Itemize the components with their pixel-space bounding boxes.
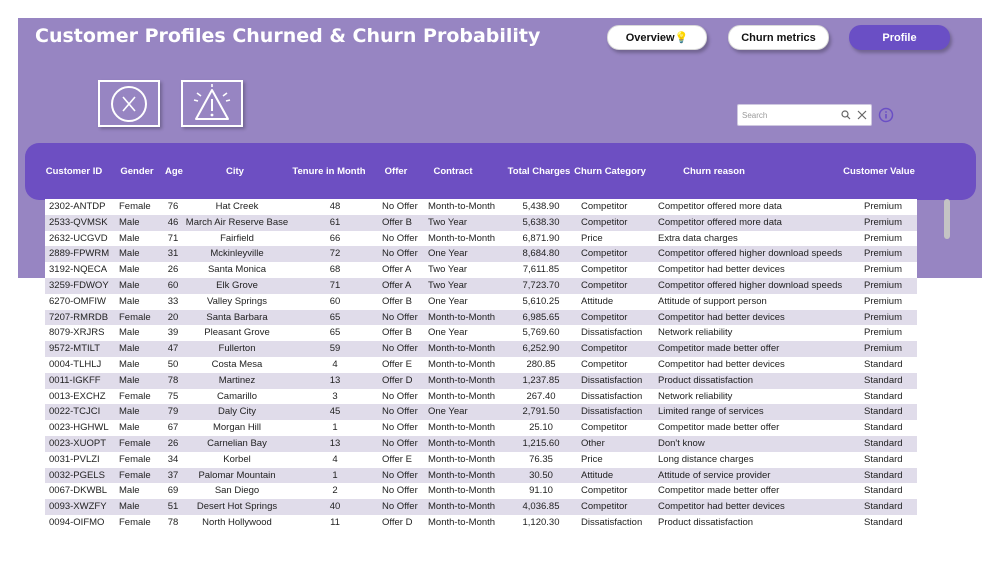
cell-tenure: 1 <box>332 469 338 481</box>
cell-customer-id: 0067-DKWBL <box>49 485 108 497</box>
cell-total-charges: 5,638.30 <box>522 216 560 228</box>
cell-customer-value: Premium <box>864 232 903 244</box>
cell-offer: No Offer <box>382 248 418 260</box>
cell-offer: Offer B <box>382 216 412 228</box>
cell-city: Korbel <box>223 453 251 465</box>
cell-churn-reason: Network reliability <box>658 390 733 402</box>
table-row[interactable] <box>45 278 917 294</box>
cell-customer-value: Standard <box>864 406 903 418</box>
column-header-contract[interactable]: Contract <box>433 166 473 177</box>
cell-age: 69 <box>167 485 179 497</box>
cell-tenure: 61 <box>329 216 341 228</box>
cell-contract: Month-to-Month <box>428 201 496 212</box>
table-scrollbar[interactable] <box>944 199 950 239</box>
cell-total-charges: 7,611.85 <box>522 264 560 276</box>
cell-contract: One Year <box>428 295 468 307</box>
cell-customer-id: 0093-XWZFY <box>49 501 107 513</box>
cell-contract: Two Year <box>428 279 468 291</box>
cell-customer-id: 2889-FPWRM <box>49 248 110 260</box>
cell-gender: Female <box>119 469 151 481</box>
cell-churn-category: Competitor <box>581 264 628 276</box>
table-row[interactable] <box>45 515 917 531</box>
cell-total-charges: 280.85 <box>526 358 556 370</box>
cell-customer-value: Premium <box>864 295 903 307</box>
cell-age: 75 <box>167 390 179 402</box>
cell-customer-id: 2533-QVMSK <box>49 216 108 228</box>
table-row[interactable] <box>45 341 917 357</box>
cell-age: 26 <box>167 264 179 276</box>
cell-age: 33 <box>167 295 179 307</box>
cell-tenure: 13 <box>329 374 341 386</box>
cell-customer-value: Standard <box>864 374 903 386</box>
cell-tenure: 4 <box>332 453 338 465</box>
table-row[interactable] <box>45 483 917 499</box>
cell-churn-category: Competitor <box>581 248 628 260</box>
cell-customer-id: 0013-EXCHZ <box>49 390 106 402</box>
cell-customer-value: Standard <box>864 390 903 402</box>
cell-offer: Offer A <box>382 279 412 291</box>
cell-tenure: 66 <box>329 232 341 244</box>
cell-customer-value: Standard <box>864 358 903 370</box>
search-input[interactable] <box>742 106 837 124</box>
table-row[interactable] <box>45 246 917 262</box>
table-header <box>25 143 976 200</box>
cell-contract: Month-to-Month <box>428 485 496 497</box>
cell-age: 60 <box>167 279 179 291</box>
cell-contract: Month-to-Month <box>428 469 496 481</box>
table-row[interactable] <box>45 294 917 310</box>
cell-age: 20 <box>167 311 179 323</box>
cell-total-charges: 6,252.90 <box>522 343 560 355</box>
cell-contract: One Year <box>428 406 468 418</box>
table-row[interactable] <box>45 325 917 341</box>
cell-customer-value: Standard <box>864 422 903 434</box>
cell-city: Pleasant Grove <box>204 327 270 339</box>
cell-customer-id: 7207-RMRDB <box>49 311 109 323</box>
search-icon[interactable] <box>839 108 853 122</box>
page-title: Customer Profiles Churned & Churn Probability <box>35 25 541 47</box>
cell-total-charges: 1,120.30 <box>522 516 560 528</box>
search-box <box>737 104 872 126</box>
cell-churn-reason: Competitor had better devices <box>658 501 785 513</box>
cell-city: Martinez <box>218 374 256 386</box>
cell-city: Elk Grove <box>216 279 258 291</box>
cell-churn-category: Competitor <box>581 422 628 434</box>
cell-gender: Male <box>119 232 140 244</box>
cell-tenure: 60 <box>329 295 341 307</box>
cell-city: Mckinleyville <box>210 248 264 260</box>
cell-offer: Offer B <box>382 295 412 307</box>
cell-churn-category: Competitor <box>581 201 628 212</box>
cell-offer: Offer E <box>382 453 412 465</box>
cell-offer: No Offer <box>382 469 418 481</box>
table-row[interactable] <box>45 215 917 231</box>
cell-churn-reason: Network reliability <box>658 327 733 339</box>
cell-total-charges: 8,684.80 <box>522 248 560 260</box>
cell-churn-reason: Competitor made better offer <box>658 485 780 497</box>
x-circle-icon <box>109 84 149 124</box>
cell-churn-category: Competitor <box>581 501 628 513</box>
cell-churn-reason: Product dissatisfaction <box>658 374 754 386</box>
cell-total-charges: 2,791.50 <box>522 406 560 418</box>
cell-age: 51 <box>167 501 179 513</box>
cell-contract: Month-to-Month <box>428 358 496 370</box>
column-header-customer-value[interactable]: Customer Value <box>843 166 915 177</box>
customer-table <box>45 199 917 531</box>
column-header-customer-id[interactable]: Customer ID <box>45 166 103 177</box>
cell-churn-reason: Limited range of services <box>658 406 764 418</box>
warning-icon <box>187 83 237 125</box>
cell-gender: Female <box>119 201 151 212</box>
cell-churn-category: Attitude <box>581 469 614 481</box>
cell-city: March Air Reserve Base <box>185 216 289 228</box>
table-row[interactable] <box>45 310 917 326</box>
cell-age: 47 <box>167 343 179 355</box>
cell-gender: Male <box>119 295 140 307</box>
cell-city: Camarillo <box>216 390 258 402</box>
cell-churn-category: Other <box>581 437 605 449</box>
cell-churn-reason: Competitor offered more data <box>658 216 782 228</box>
table-row[interactable] <box>45 468 917 484</box>
cell-churn-category: Competitor <box>581 279 628 291</box>
cell-tenure: 65 <box>329 311 341 323</box>
cell-churn-reason: Competitor offered higher download speeds <box>658 279 843 291</box>
cell-city: Valley Springs <box>206 295 268 307</box>
cell-customer-id: 0011-IGKFF <box>49 374 101 386</box>
cell-gender: Male <box>119 343 140 355</box>
cell-churn-reason: Competitor offered more data <box>658 201 782 212</box>
table-row[interactable] <box>45 231 917 247</box>
cell-total-charges: 1,215.60 <box>522 437 560 449</box>
cell-contract: Month-to-Month <box>428 390 496 402</box>
cell-churn-category: Dissatisfaction <box>581 374 643 386</box>
table-row[interactable] <box>45 499 917 515</box>
column-header-total-charges[interactable]: Total Charges <box>507 166 571 177</box>
cell-offer: Offer D <box>382 516 413 528</box>
table-row[interactable] <box>45 420 917 436</box>
cell-age: 31 <box>167 248 179 260</box>
cell-city: Santa Monica <box>207 264 267 276</box>
cell-total-charges: 1,237.85 <box>522 374 560 386</box>
cell-age: 46 <box>167 216 179 228</box>
cell-churn-reason: Product dissatisfaction <box>658 516 754 528</box>
cell-city: Santa Barbara <box>206 311 268 323</box>
cell-contract: One Year <box>428 327 468 339</box>
cell-customer-id: 0023-XUOPT <box>49 437 107 449</box>
column-header-churn-reason[interactable]: Churn reason <box>683 166 745 177</box>
cell-contract: Month-to-Month <box>428 311 496 323</box>
cell-total-charges: 25.10 <box>529 422 553 434</box>
cell-customer-id: 0094-OIFMO <box>49 516 105 528</box>
cell-total-charges: 7,723.70 <box>522 279 560 291</box>
cell-contract: Month-to-Month <box>428 374 496 386</box>
cell-customer-value: Premium <box>864 311 903 323</box>
cell-total-charges: 5,769.60 <box>522 327 560 339</box>
column-header-gender[interactable]: Gender <box>120 166 154 177</box>
cell-churn-category: Price <box>581 453 603 465</box>
cell-churn-category: Competitor <box>581 311 628 323</box>
cell-churn-reason: Competitor had better devices <box>658 311 785 323</box>
cell-age: 78 <box>167 374 179 386</box>
cell-offer: Offer E <box>382 358 412 370</box>
cell-gender: Male <box>119 279 140 291</box>
cell-contract: Two Year <box>428 216 468 228</box>
cell-churn-category: Competitor <box>581 216 628 228</box>
cell-gender: Male <box>119 248 140 260</box>
cell-churn-category: Attitude <box>581 295 614 307</box>
cell-city: North Hollywood <box>202 516 272 528</box>
churn-metrics-button[interactable]: Churn metrics <box>728 25 829 50</box>
cell-churn-reason: Competitor had better devices <box>658 358 785 370</box>
table-row[interactable] <box>45 357 917 373</box>
cell-customer-id: 8079-XRJRS <box>49 327 105 339</box>
table-row[interactable] <box>45 452 917 468</box>
profile-button[interactable]: Profile <box>849 25 950 50</box>
cell-churn-category: Competitor <box>581 358 628 370</box>
cell-customer-value: Premium <box>864 264 903 276</box>
churned-filter-button[interactable] <box>98 80 160 127</box>
cell-offer: No Offer <box>382 422 418 434</box>
cell-customer-value: Premium <box>864 216 903 228</box>
cell-churn-reason: Long distance charges <box>658 453 754 465</box>
cell-customer-id: 3192-NQECA <box>49 264 108 276</box>
cell-customer-value: Standard <box>864 437 903 449</box>
cell-total-charges: 6,985.65 <box>522 311 560 323</box>
table-row[interactable] <box>45 199 917 215</box>
cell-age: 71 <box>167 232 179 244</box>
cell-gender: Female <box>119 437 151 449</box>
cell-contract: Month-to-Month <box>428 232 496 244</box>
cell-tenure: 40 <box>329 501 341 513</box>
cell-gender: Female <box>119 516 151 528</box>
cell-offer: No Offer <box>382 501 418 513</box>
cell-customer-id: 0004-TLHLJ <box>49 358 102 370</box>
cell-gender: Male <box>119 501 140 513</box>
cell-tenure: 45 <box>329 406 341 418</box>
cell-offer: No Offer <box>382 437 418 449</box>
cell-total-charges: 267.40 <box>526 390 556 402</box>
cell-churn-reason: Don't know <box>658 437 705 449</box>
cell-contract: Month-to-Month <box>428 343 496 355</box>
cell-gender: Female <box>119 453 151 465</box>
cell-churn-category: Price <box>581 232 603 244</box>
cell-churn-reason: Competitor made better offer <box>658 422 780 434</box>
cell-customer-value: Premium <box>864 248 903 260</box>
cell-age: 67 <box>167 422 179 434</box>
cell-city: Palomar Mountain <box>198 469 276 481</box>
cell-total-charges: 30.50 <box>529 469 553 481</box>
table-row[interactable] <box>45 404 917 420</box>
cell-city: Hat Creek <box>215 201 259 212</box>
cell-gender: Male <box>119 485 140 497</box>
cell-churn-category: Dissatisfaction <box>581 406 643 418</box>
close-icon[interactable] <box>855 108 869 122</box>
cell-city: Desert Hot Springs <box>196 501 278 513</box>
cell-age: 26 <box>167 437 179 449</box>
cell-tenure: 65 <box>329 327 341 339</box>
cell-customer-value: Premium <box>864 327 903 339</box>
cell-customer-id: 6270-OMFIW <box>49 295 107 307</box>
cell-churn-category: Dissatisfaction <box>581 390 643 402</box>
table-row[interactable] <box>45 389 917 405</box>
cell-churn-reason: Competitor made better offer <box>658 343 780 355</box>
cell-total-charges: 5,438.90 <box>522 201 560 212</box>
cell-customer-value: Premium <box>864 343 903 355</box>
cell-offer: Offer A <box>382 264 412 276</box>
churn-probability-button[interactable] <box>181 80 243 127</box>
cell-customer-id: 2632-UCGVD <box>49 232 108 244</box>
cell-offer: No Offer <box>382 201 418 212</box>
table-row[interactable] <box>45 436 917 452</box>
cell-age: 34 <box>167 453 179 465</box>
cell-churn-reason: Competitor had better devices <box>658 264 785 276</box>
cell-age: 39 <box>167 327 179 339</box>
cell-city: Fullerton <box>218 343 256 355</box>
cell-customer-value: Standard <box>864 453 903 465</box>
cell-city: Carnelian Bay <box>207 437 267 449</box>
cell-customer-id: 0022-TCJCI <box>49 406 101 418</box>
cell-customer-value: Standard <box>864 485 903 497</box>
cell-contract: Two Year <box>428 264 468 276</box>
cell-customer-value: Premium <box>864 279 903 291</box>
cell-gender: Male <box>119 216 140 228</box>
cell-tenure: 71 <box>329 279 341 291</box>
cell-churn-category: Dissatisfaction <box>581 327 643 339</box>
cell-contract: Month-to-Month <box>428 437 496 449</box>
cell-offer: No Offer <box>382 343 418 355</box>
cell-age: 50 <box>167 358 179 370</box>
cell-contract: Month-to-Month <box>428 501 496 513</box>
cell-gender: Male <box>119 406 140 418</box>
cell-customer-value: Premium <box>864 201 903 212</box>
cell-total-charges: 76.35 <box>529 453 553 465</box>
cell-customer-id: 0032-PGELS <box>49 469 105 481</box>
cell-tenure: 72 <box>329 248 341 260</box>
cell-age: 37 <box>167 469 179 481</box>
cell-churn-reason: Attitude of support person <box>658 295 767 307</box>
cell-customer-id: 0031-PVLZI <box>49 453 100 465</box>
cell-gender: Female <box>119 311 151 323</box>
cell-customer-value: Standard <box>864 469 903 481</box>
cell-customer-value: Standard <box>864 516 903 528</box>
cell-customer-id: 3259-FDWOY <box>49 279 109 291</box>
cell-contract: Month-to-Month <box>428 516 496 528</box>
cell-offer: Offer B <box>382 327 412 339</box>
column-header-age[interactable]: Age <box>165 166 183 177</box>
cell-tenure: 2 <box>332 485 338 497</box>
cell-customer-id: 2302-ANTDP <box>49 201 106 212</box>
cell-gender: Male <box>119 374 140 386</box>
column-header-churn-category[interactable]: Churn Category <box>574 166 646 177</box>
column-header-city[interactable]: City <box>226 166 244 177</box>
cell-contract: Month-to-Month <box>428 453 496 465</box>
cell-churn-category: Competitor <box>581 343 628 355</box>
cell-customer-id: 0023-HGHWL <box>49 422 109 434</box>
cell-contract: One Year <box>428 248 468 260</box>
cell-churn-category: Dissatisfaction <box>581 516 643 528</box>
cell-gender: Male <box>119 422 140 434</box>
column-header-tenure[interactable]: Tenure in Month <box>292 166 366 177</box>
cell-offer: Offer D <box>382 374 413 386</box>
cell-city: Daly City <box>217 406 256 418</box>
cell-offer: No Offer <box>382 232 418 244</box>
cell-customer-value: Standard <box>864 501 903 513</box>
cell-tenure: 4 <box>332 358 338 370</box>
cell-gender: Male <box>119 358 140 370</box>
cell-city: Costa Mesa <box>211 358 263 370</box>
cell-total-charges: 4,036.85 <box>522 501 560 513</box>
cell-total-charges: 5,610.25 <box>522 295 560 307</box>
cell-city: San Diego <box>214 485 260 497</box>
cell-total-charges: 6,871.90 <box>522 232 560 244</box>
cell-churn-reason: Attitude of service provider <box>658 469 771 481</box>
cell-total-charges: 91.10 <box>529 485 553 497</box>
cell-age: 79 <box>167 406 179 418</box>
cell-tenure: 11 <box>330 516 340 528</box>
cell-gender: Female <box>119 390 151 402</box>
cell-tenure: 48 <box>329 201 341 212</box>
cell-city: Fairfield <box>220 232 254 244</box>
cell-tenure: 3 <box>332 390 338 402</box>
overview-button[interactable]: Overview💡 <box>607 25 707 50</box>
cell-tenure: 68 <box>329 264 341 276</box>
cell-tenure: 59 <box>329 343 341 355</box>
cell-city: Morgan Hill <box>212 422 262 434</box>
cell-offer: No Offer <box>382 311 418 323</box>
table-row[interactable] <box>45 373 917 389</box>
cell-churn-reason: Extra data charges <box>658 232 738 244</box>
cell-age: 78 <box>167 516 179 528</box>
cell-churn-reason: Competitor offered higher download speeds <box>658 248 843 260</box>
cell-customer-id: 9572-MTILT <box>49 343 101 355</box>
cell-contract: Month-to-Month <box>428 422 496 434</box>
cell-age: 76 <box>167 201 179 212</box>
cell-offer: No Offer <box>382 390 418 402</box>
info-icon[interactable] <box>878 107 894 123</box>
column-header-offer[interactable]: Offer <box>384 166 408 177</box>
cell-gender: Male <box>119 264 140 276</box>
cell-offer: No Offer <box>382 485 418 497</box>
cell-offer: No Offer <box>382 406 418 418</box>
table-row[interactable] <box>45 262 917 278</box>
cell-gender: Male <box>119 327 140 339</box>
cell-churn-category: Competitor <box>581 485 628 497</box>
cell-tenure: 13 <box>329 437 341 449</box>
cell-tenure: 1 <box>332 422 338 434</box>
